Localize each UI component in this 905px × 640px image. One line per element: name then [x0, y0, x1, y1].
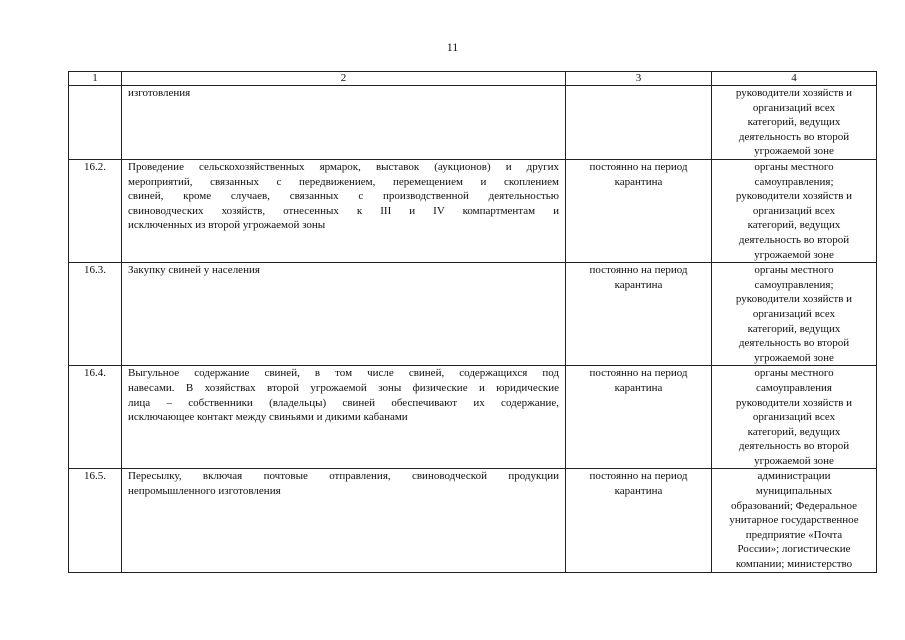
item-number: 16.4. [69, 366, 122, 469]
table-row [69, 160, 877, 263]
responsible-parties-line: муниципальных [755, 485, 833, 498]
column-header: 3 [566, 72, 712, 86]
table-row [69, 366, 877, 469]
responsible-parties-line: организаций всех [752, 101, 836, 114]
measure-description [122, 86, 566, 160]
measure-term-line: карантина [614, 175, 663, 188]
responsible-parties-line: самоуправления; [754, 278, 834, 291]
responsible-parties-line: органы местного [754, 264, 834, 277]
measure-term-line: постоянно на период [589, 470, 688, 483]
measure-description-line: Пересылку, включая почтовые отправления, свиноводческой продукции [128, 470, 559, 483]
measure-term-line: постоянно на период [589, 264, 688, 277]
measure-description-line: Выгульное содержание свиней, в том числе свиней, содержащихся под [128, 367, 559, 380]
responsible-parties [712, 469, 877, 572]
measure-term-line: постоянно на период [589, 367, 688, 380]
measure-description [122, 469, 566, 572]
responsible-parties-line: России»; логистические [737, 543, 851, 556]
measure-description [122, 263, 566, 366]
measure-term [566, 263, 712, 366]
page-number: 11 [446, 40, 459, 54]
column-header: 2 [122, 72, 566, 86]
item-number: 16.3. [69, 263, 122, 366]
column-header: 4 [712, 72, 877, 86]
responsible-parties-line: унитарное государственное [729, 514, 859, 527]
responsible-parties-line: руководители хозяйств и [735, 87, 853, 99]
responsible-parties-line: образований; Федеральное [731, 499, 857, 512]
responsible-parties-line: организаций всех [752, 204, 836, 217]
responsible-parties-line: организаций всех [752, 307, 836, 320]
responsible-parties-line: категорий, ведущих [747, 219, 841, 232]
responsible-parties-line: угрожаемой зоне [754, 248, 834, 261]
measure-description-line: Проведение сельскохозяйственных ярмарок, выставок (аукционов) и других [128, 161, 559, 173]
responsible-parties [712, 263, 877, 366]
responsible-parties [712, 86, 877, 160]
measure-term [566, 160, 712, 263]
responsible-parties-line: категорий, ведущих [747, 322, 841, 335]
measures-table [68, 71, 877, 573]
responsible-parties-line: администрации [757, 470, 831, 483]
table-body [69, 86, 877, 573]
measure-description-line: исключенных из второй угрожаемой зоны [128, 219, 326, 232]
measure-term-line: постоянно на период [589, 161, 688, 173]
responsible-parties-line: деятельность во второй [738, 337, 850, 350]
measure-description-line: изготовления [128, 87, 191, 99]
responsible-parties-line: предприятие «Почта [745, 528, 843, 541]
item-number: 16.2. [69, 160, 122, 263]
table-row [69, 263, 877, 366]
measure-description-line: навесами. В хозяйствах второй угрожаемой зоны физические и юридические [128, 381, 559, 394]
measure-description-line: свиней, кроме случаев, связанных с производственной деятельностью [128, 190, 559, 203]
responsible-parties-line: органы местного [754, 161, 834, 173]
measure-term [566, 366, 712, 469]
responsible-parties-line: органы местного [754, 367, 834, 380]
responsible-parties-line: руководители хозяйств и [735, 190, 853, 203]
table-header-row [69, 72, 877, 86]
measure-term-line: карантина [614, 485, 663, 498]
measure-description [122, 366, 566, 469]
item-number [69, 86, 122, 160]
responsible-parties-line: деятельность во второй [738, 130, 850, 143]
responsible-parties-line: угрожаемой зоне [754, 351, 834, 364]
measure-term-line: карантина [614, 278, 663, 291]
column-header: 1 [69, 72, 122, 86]
measure-description-line: лица – собственники (владельцы) свиней обеспечивают их содержание, [128, 396, 559, 409]
responsible-parties-line: деятельность во второй [738, 233, 850, 246]
measure-description-line: исключающее контакт между свиньями и дикими кабанами [128, 411, 408, 424]
responsible-parties-line: угрожаемой зоне [754, 145, 834, 158]
responsible-parties-line: организаций всех [752, 411, 836, 424]
responsible-parties [712, 366, 877, 469]
responsible-parties-line: деятельность во второй [738, 440, 850, 453]
responsible-parties-line: самоуправления [756, 381, 832, 394]
responsible-parties [712, 160, 877, 263]
responsible-parties-line: руководители хозяйств и [735, 396, 853, 409]
responsible-parties-line: категорий, ведущих [747, 116, 841, 129]
measure-term-line: карантина [614, 381, 663, 394]
measure-term [566, 86, 712, 160]
measure-description-line: свиноводческих хозяйств, отнесенных к III и IV компартментам и [128, 204, 559, 217]
responsible-parties-line: категорий, ведущих [747, 425, 841, 438]
measure-description-line: непромышленного изготовления [128, 485, 281, 498]
table-row [69, 86, 877, 160]
measure-description [122, 160, 566, 263]
measure-description-line: Закупку свиней у населения [128, 264, 260, 277]
item-number: 16.5. [69, 469, 122, 572]
responsible-parties-line: угрожаемой зоне [754, 454, 834, 467]
responsible-parties-line: компании; министерство [735, 558, 853, 571]
measure-term [566, 469, 712, 572]
responsible-parties-line: самоуправления; [754, 175, 834, 188]
responsible-parties-line: руководители хозяйств и [735, 293, 853, 306]
table-row [69, 469, 877, 572]
measure-description-line: мероприятий, связанных с передвижением, перемещением и скоплением [128, 175, 559, 188]
